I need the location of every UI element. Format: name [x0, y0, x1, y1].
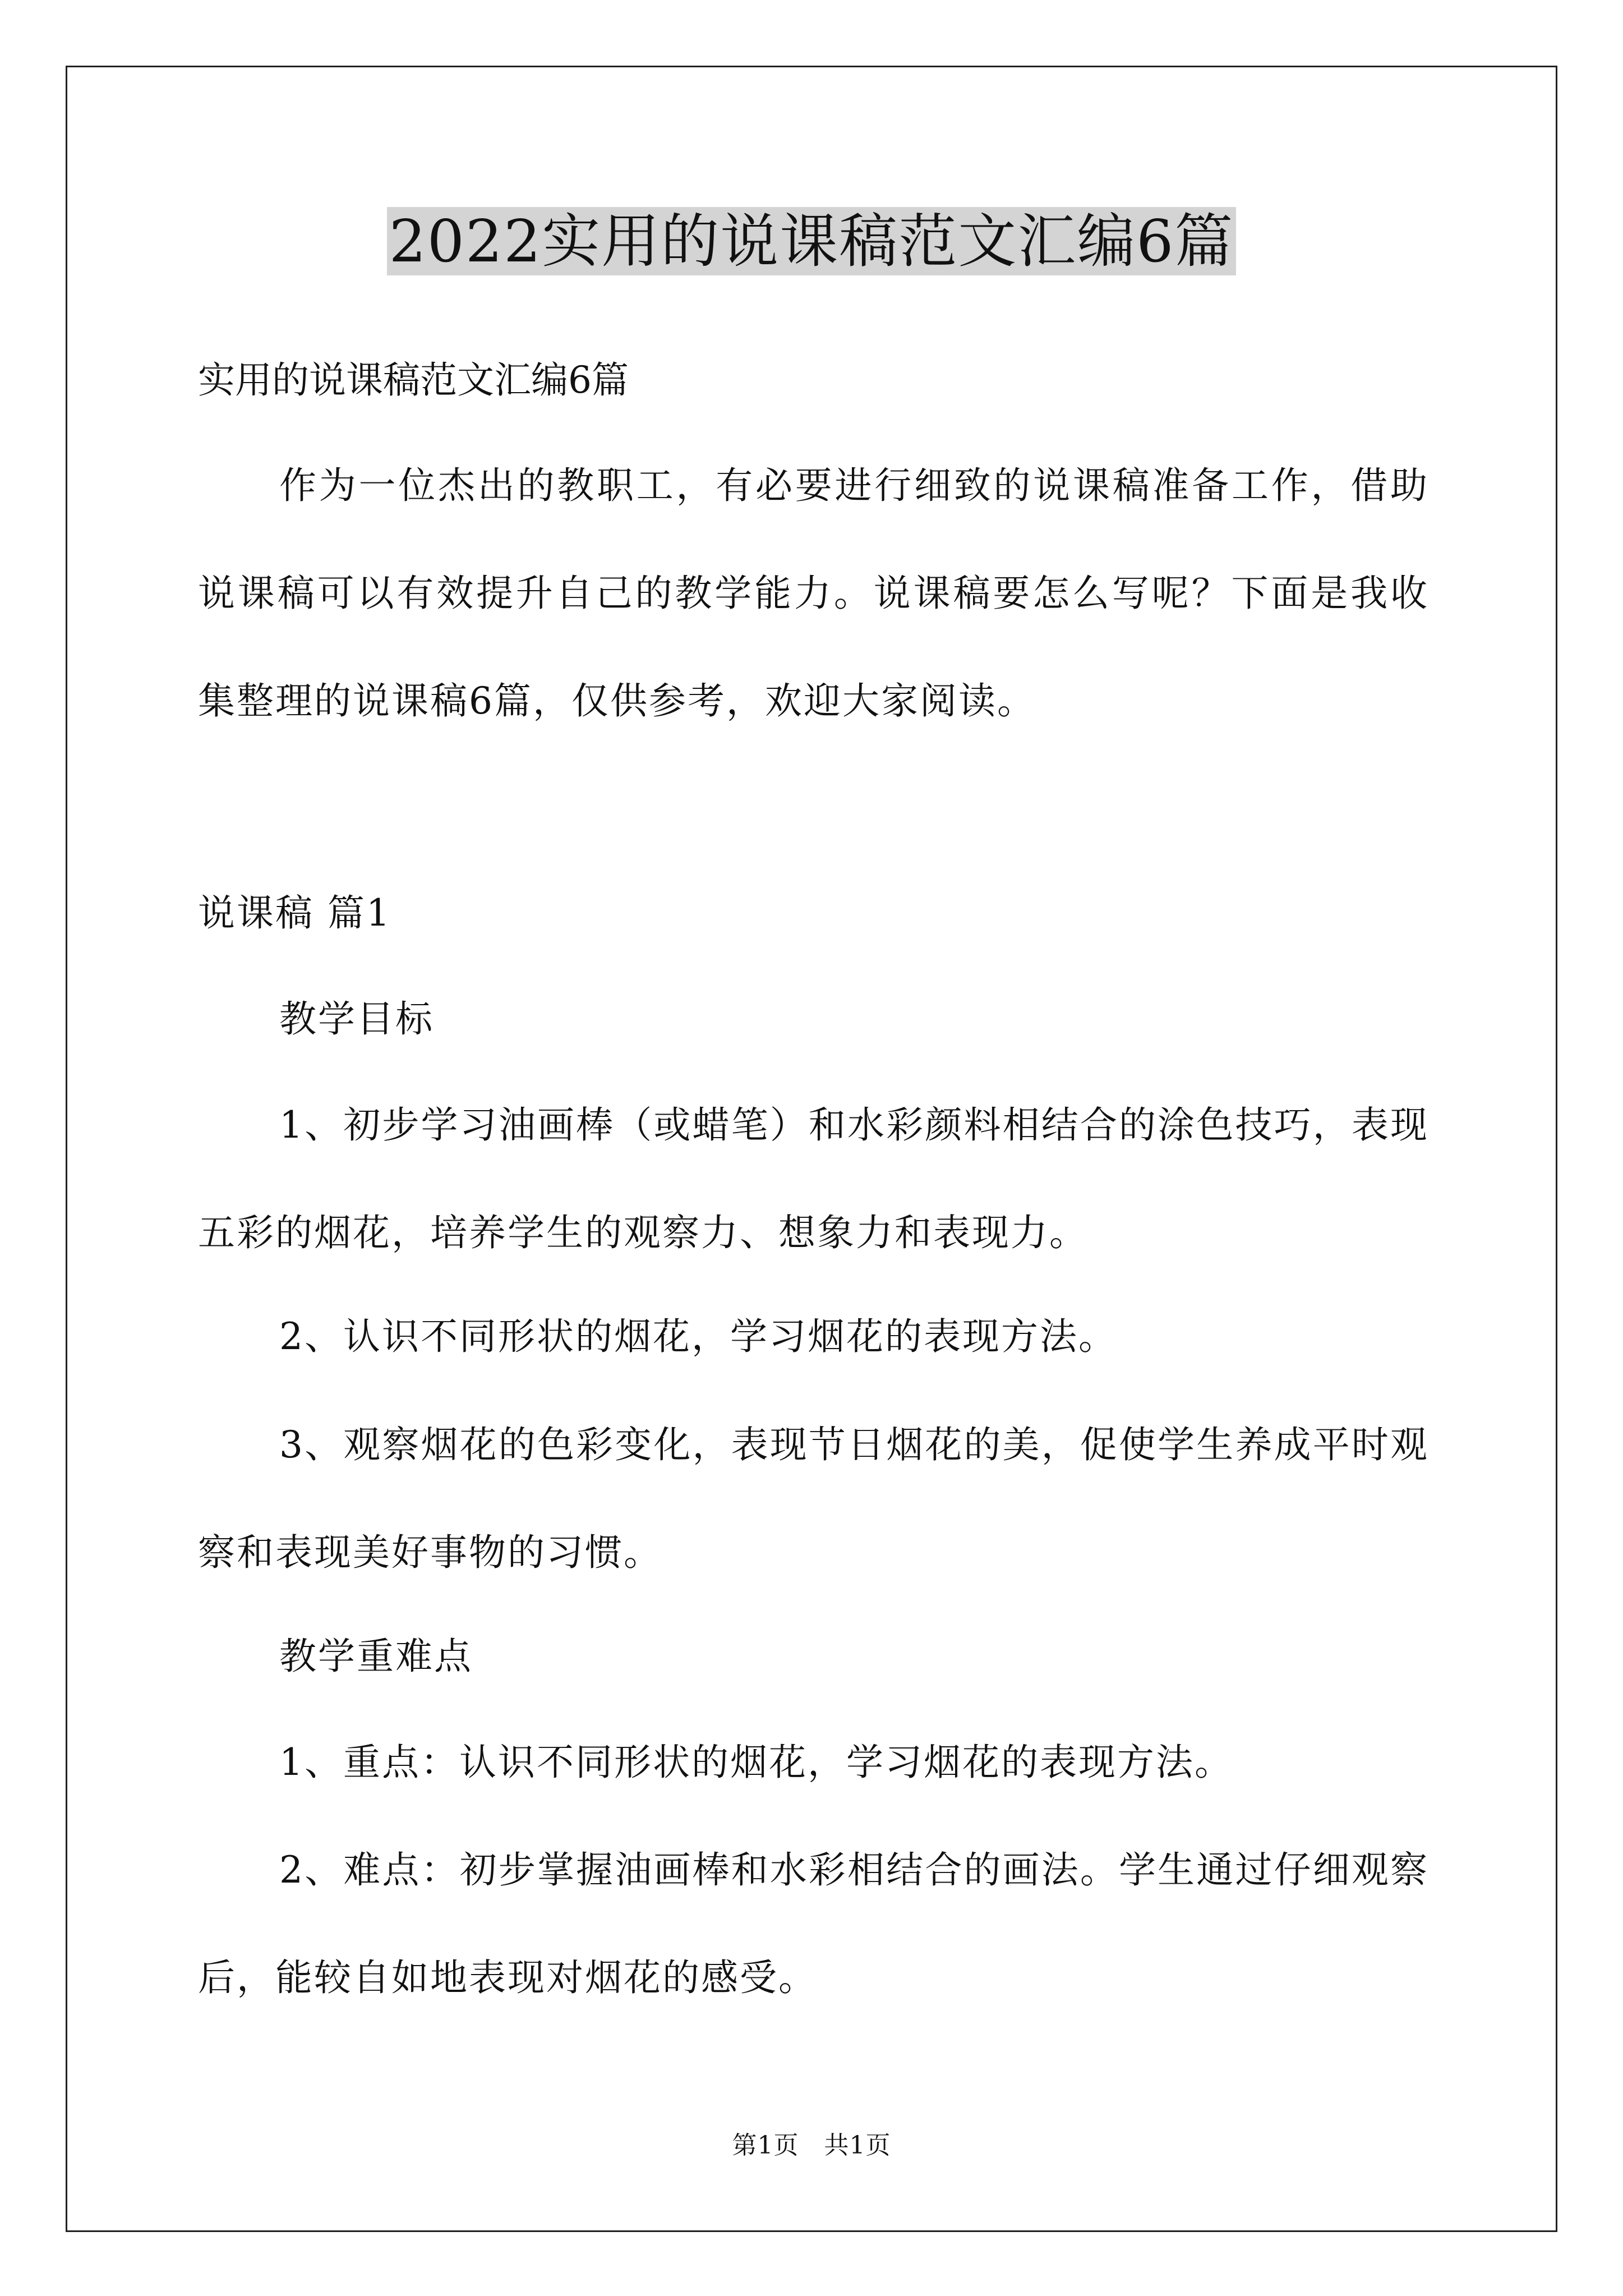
- goal-item-1: 1、初步学习油画棒（或蜡笔）和水彩颜料相结合的涂色技巧，表现五彩的烟花，培养学生的观察力、想象力和表现力。: [198, 1103, 1429, 1254]
- document-subtitle: 实用的说课稿范文汇编6篇: [198, 358, 629, 402]
- document-title-text: 2022实用的说课稿范文汇编6篇: [387, 207, 1237, 275]
- key-points-heading: 教学重难点: [279, 1635, 473, 1678]
- goals-heading: 教学目标: [279, 997, 434, 1041]
- goal-item-2: 2、认识不同形状的烟花，学习烟花的表现方法。: [279, 1315, 1117, 1358]
- goal-item-3: 3、观察烟花的色彩变化，表现节日烟花的美，促使学生养成平时观察和表现美好事物的习惯。: [198, 1423, 1429, 1574]
- section-heading: 说课稿 篇1: [198, 891, 391, 935]
- key-point-item-2: 2、难点：初步掌握油画棒和水彩相结合的画法。学生通过仔细观察后，能较自如地表现对烟花的感受。: [198, 1848, 1429, 1999]
- intro-paragraph: 作为一位杰出的教职工，有必要进行细致的说课稿准备工作，借助说课稿可以有效提升自己的教学能力。说课稿要怎么写呢？下面是我收集整理的说课稿6篇，仅供参考，欢迎大家阅读。: [198, 464, 1429, 723]
- key-point-item-1: 1、重点：认识不同形状的烟花，学习烟花的表现方法。: [279, 1741, 1233, 1784]
- page-footer: 第1页 共1页: [732, 2131, 891, 2160]
- document-title: [0, 196, 1623, 286]
